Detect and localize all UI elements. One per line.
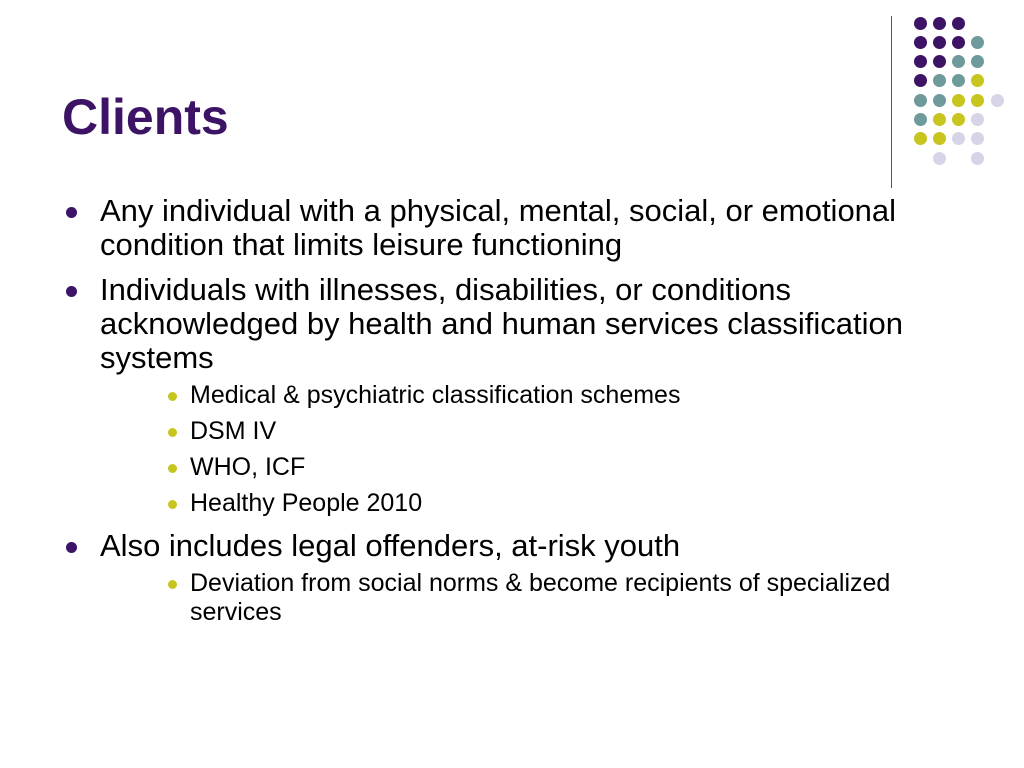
bullet-item: [62, 194, 962, 262]
decorative-dot: [933, 132, 946, 145]
bullet-dot-icon: [66, 542, 77, 553]
decorative-dot: [952, 55, 965, 68]
sub-bullet-item: [152, 453, 962, 482]
decorative-dot: [914, 94, 927, 107]
decorative-dot: [952, 113, 965, 126]
sub-bullet-text: Healthy People 2010: [190, 489, 423, 517]
decorative-dot: [914, 17, 927, 30]
sub-bullet-dot-icon: [168, 464, 177, 473]
sub-bullet-dot-icon: [168, 428, 177, 437]
sub-bullet-item: [152, 489, 962, 518]
bullet-item: [62, 273, 962, 518]
decorative-dot: [933, 113, 946, 126]
decorative-dot: [952, 17, 965, 30]
decorative-dot: [952, 132, 965, 145]
sub-bullet-list: [100, 381, 962, 518]
sub-bullet-text: Deviation from social norms & become recipients of specialized services: [190, 569, 891, 626]
sub-bullet-dot-icon: [168, 580, 177, 589]
sub-bullet-dot-icon: [168, 392, 177, 401]
decorative-dot: [952, 36, 965, 49]
decorative-dot: [933, 152, 946, 165]
decorative-dot: [914, 55, 927, 68]
slide-title: Clients: [62, 89, 229, 145]
sub-bullet-item: [152, 417, 962, 446]
decorative-dot: [991, 94, 1004, 107]
sub-bullet-text: DSM IV: [190, 417, 277, 445]
decorative-dot: [933, 55, 946, 68]
sub-bullet-text: WHO, ICF: [190, 453, 306, 481]
decorative-dot: [933, 17, 946, 30]
decorative-dot: [933, 36, 946, 49]
decorative-dot: [952, 94, 965, 107]
bullet-item: [62, 529, 962, 627]
decorative-dot: [914, 74, 927, 87]
sub-bullet-list: [100, 569, 962, 627]
decorative-dot: [971, 113, 984, 126]
bullet-text: Any individual with a physical, mental, social, or emotional condition that limits leisure functioning: [100, 193, 897, 262]
decorative-dot: [971, 94, 984, 107]
sub-bullet-item: [152, 381, 962, 410]
decorative-dot: [971, 36, 984, 49]
decorative-dot: [914, 113, 927, 126]
decorative-dot: [933, 74, 946, 87]
decorative-dot: [971, 74, 984, 87]
decorative-dot: [971, 152, 984, 165]
decorative-dot: [952, 74, 965, 87]
sub-bullet-text: Medical & psychiatric classification schemes: [190, 381, 681, 409]
bullet-dot-icon: [66, 286, 77, 297]
bullet-text: Individuals with illnesses, disabilities, or conditions acknowledged by health and human services classification systems: [100, 272, 904, 375]
decorative-dot: [914, 132, 927, 145]
sub-bullet-dot-icon: [168, 500, 177, 509]
decorative-dot: [933, 94, 946, 107]
decorative-dot: [971, 55, 984, 68]
bullet-list: [62, 194, 962, 638]
sub-bullet-item: [152, 569, 962, 627]
bullet-text: Also includes legal offenders, at-risk youth: [100, 528, 681, 563]
bullet-dot-icon: [66, 207, 77, 218]
decorative-dot: [971, 132, 984, 145]
title-divider-line: [891, 16, 892, 188]
decorative-dot: [914, 36, 927, 49]
